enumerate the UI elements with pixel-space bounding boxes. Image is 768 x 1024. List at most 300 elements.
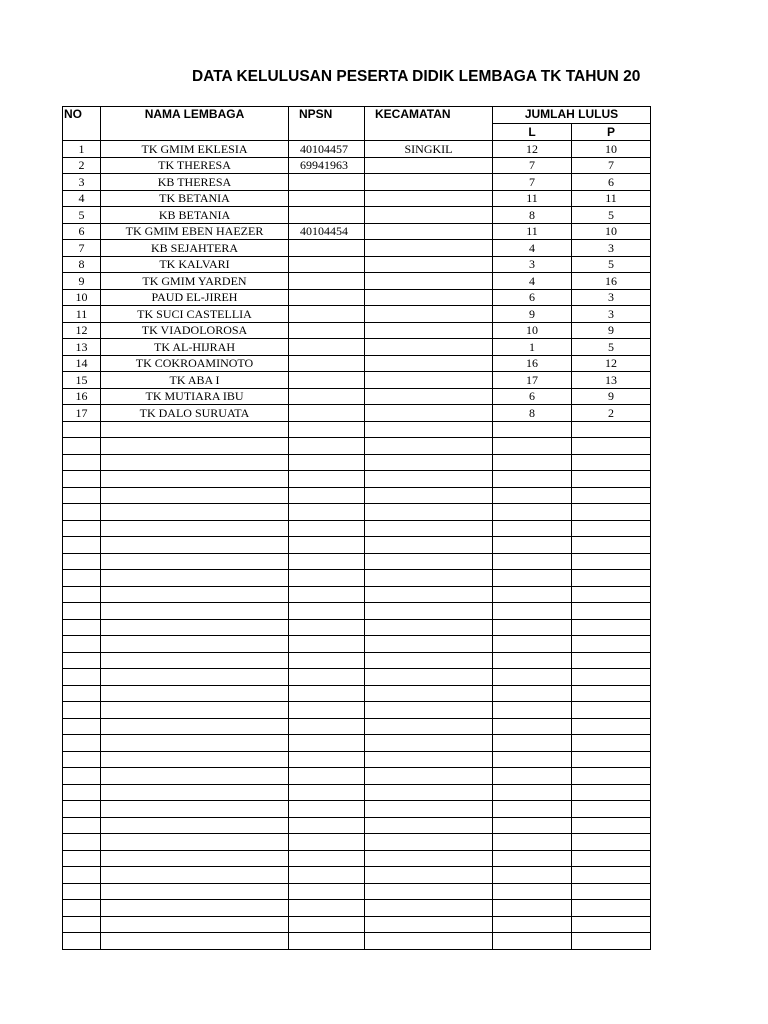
header-kecamatan: KECAMATAN [365, 107, 493, 141]
cell-kecamatan [365, 322, 493, 339]
cell-no [63, 454, 101, 471]
cell-npsn [289, 735, 365, 752]
cell-npsn: 69941963 [289, 157, 365, 174]
cell-no [63, 537, 101, 554]
cell-l [493, 883, 572, 900]
table-row [63, 916, 651, 933]
cell-no [63, 652, 101, 669]
cell-npsn [289, 240, 365, 257]
cell-nama-lembaga [101, 603, 289, 620]
cell-nama-lembaga: TK GMIM EKLESIA [101, 141, 289, 158]
cell-nama-lembaga [101, 487, 289, 504]
cell-kecamatan [365, 372, 493, 389]
cell-kecamatan [365, 355, 493, 372]
cell-npsn [289, 190, 365, 207]
cell-p [572, 454, 651, 471]
table-body [63, 141, 651, 950]
table-row [63, 669, 651, 686]
cell-nama-lembaga [101, 916, 289, 933]
cell-p [572, 735, 651, 752]
cell-p [572, 586, 651, 603]
cell-kecamatan [365, 735, 493, 752]
cell-l [493, 933, 572, 950]
table-row [63, 256, 651, 273]
cell-npsn [289, 520, 365, 537]
cell-p [572, 867, 651, 884]
cell-p: 3 [572, 306, 651, 323]
cell-p: 11 [572, 190, 651, 207]
cell-p: 10 [572, 223, 651, 240]
cell-npsn [289, 702, 365, 719]
cell-p [572, 751, 651, 768]
cell-kecamatan [365, 174, 493, 191]
cell-l [493, 900, 572, 917]
cell-p [572, 487, 651, 504]
cell-npsn [289, 256, 365, 273]
cell-npsn [289, 372, 365, 389]
cell-npsn [289, 867, 365, 884]
cell-nama-lembaga [101, 520, 289, 537]
cell-p: 3 [572, 240, 651, 257]
cell-npsn [289, 900, 365, 917]
cell-nama-lembaga [101, 834, 289, 851]
cell-l [493, 735, 572, 752]
cell-kecamatan [365, 273, 493, 290]
cell-no [63, 520, 101, 537]
table-row [63, 553, 651, 570]
table-row [63, 405, 651, 422]
table-row [63, 223, 651, 240]
cell-kecamatan [365, 751, 493, 768]
cell-npsn [289, 652, 365, 669]
cell-nama-lembaga [101, 718, 289, 735]
cell-npsn [289, 850, 365, 867]
cell-l: 8 [493, 405, 572, 422]
cell-kecamatan [365, 619, 493, 636]
cell-nama-lembaga [101, 454, 289, 471]
cell-nama-lembaga [101, 421, 289, 438]
cell-nama-lembaga: TK ABA I [101, 372, 289, 389]
cell-kecamatan [365, 157, 493, 174]
cell-no: 15 [63, 372, 101, 389]
table-row [63, 174, 651, 191]
table-row [63, 520, 651, 537]
cell-p [572, 801, 651, 818]
cell-nama-lembaga: TK MUTIARA IBU [101, 388, 289, 405]
cell-nama-lembaga [101, 537, 289, 554]
table-row [63, 289, 651, 306]
cell-npsn [289, 669, 365, 686]
cell-p: 13 [572, 372, 651, 389]
cell-p [572, 883, 651, 900]
table-row [63, 537, 651, 554]
cell-npsn: 40104457 [289, 141, 365, 158]
table-row [63, 817, 651, 834]
cell-nama-lembaga [101, 883, 289, 900]
cell-l [493, 570, 572, 587]
cell-kecamatan [365, 636, 493, 653]
cell-p [572, 702, 651, 719]
cell-nama-lembaga [101, 735, 289, 752]
cell-npsn [289, 883, 365, 900]
cell-no [63, 933, 101, 950]
cell-p [572, 603, 651, 620]
cell-npsn [289, 438, 365, 455]
cell-no [63, 900, 101, 917]
table-row [63, 454, 651, 471]
cell-npsn [289, 174, 365, 191]
table-row [63, 570, 651, 587]
cell-npsn [289, 751, 365, 768]
cell-nama-lembaga: TK SUCI CASTELLIA [101, 306, 289, 323]
cell-l [493, 867, 572, 884]
cell-nama-lembaga [101, 586, 289, 603]
cell-l [493, 619, 572, 636]
cell-npsn [289, 339, 365, 356]
cell-nama-lembaga: TK VIADOLOROSA [101, 322, 289, 339]
cell-l: 4 [493, 240, 572, 257]
cell-kecamatan [365, 933, 493, 950]
table-row [63, 487, 651, 504]
cell-no: 5 [63, 207, 101, 224]
cell-npsn [289, 355, 365, 372]
cell-p [572, 520, 651, 537]
cell-l [493, 537, 572, 554]
cell-l: 1 [493, 339, 572, 356]
cell-p: 3 [572, 289, 651, 306]
cell-p [572, 817, 651, 834]
cell-p: 9 [572, 322, 651, 339]
cell-npsn [289, 421, 365, 438]
cell-nama-lembaga: KB SEJAHTERA [101, 240, 289, 257]
cell-nama-lembaga [101, 636, 289, 653]
cell-npsn [289, 405, 365, 422]
cell-l [493, 801, 572, 818]
cell-l [493, 487, 572, 504]
cell-nama-lembaga [101, 850, 289, 867]
cell-nama-lembaga [101, 619, 289, 636]
table-row [63, 702, 651, 719]
cell-l [493, 504, 572, 521]
cell-npsn [289, 537, 365, 554]
cell-kecamatan [365, 669, 493, 686]
cell-kecamatan [365, 520, 493, 537]
cell-nama-lembaga [101, 504, 289, 521]
cell-kecamatan [365, 867, 493, 884]
cell-p [572, 652, 651, 669]
cell-p: 9 [572, 388, 651, 405]
cell-kecamatan [365, 487, 493, 504]
table-row [63, 355, 651, 372]
table-row [63, 388, 651, 405]
cell-nama-lembaga: KB BETANIA [101, 207, 289, 224]
cell-p: 5 [572, 207, 651, 224]
cell-no [63, 669, 101, 686]
cell-l: 8 [493, 207, 572, 224]
cell-npsn [289, 553, 365, 570]
cell-no [63, 553, 101, 570]
cell-kecamatan [365, 916, 493, 933]
cell-no: 2 [63, 157, 101, 174]
cell-p: 5 [572, 339, 651, 356]
cell-nama-lembaga: PAUD EL-JIREH [101, 289, 289, 306]
cell-p [572, 438, 651, 455]
cell-kecamatan [365, 570, 493, 587]
cell-no: 14 [63, 355, 101, 372]
table-row [63, 685, 651, 702]
table-row [63, 900, 651, 917]
cell-nama-lembaga: TK GMIM EBEN HAEZER [101, 223, 289, 240]
cell-no: 17 [63, 405, 101, 422]
cell-p: 10 [572, 141, 651, 158]
cell-nama-lembaga: TK KALVARI [101, 256, 289, 273]
table-row [63, 751, 651, 768]
cell-no [63, 421, 101, 438]
cell-nama-lembaga: KB THERESA [101, 174, 289, 191]
cell-no [63, 883, 101, 900]
cell-nama-lembaga: TK AL-HIJRAH [101, 339, 289, 356]
cell-kecamatan [365, 438, 493, 455]
cell-p: 2 [572, 405, 651, 422]
cell-no: 12 [63, 322, 101, 339]
cell-kecamatan [365, 702, 493, 719]
cell-p [572, 537, 651, 554]
header-no: NO [63, 107, 101, 141]
cell-kecamatan [365, 289, 493, 306]
cell-l [493, 718, 572, 735]
table-row [63, 652, 651, 669]
cell-npsn [289, 570, 365, 587]
cell-p [572, 718, 651, 735]
cell-kecamatan [365, 784, 493, 801]
cell-nama-lembaga [101, 553, 289, 570]
cell-no [63, 718, 101, 735]
cell-l [493, 784, 572, 801]
cell-kecamatan [365, 718, 493, 735]
cell-nama-lembaga [101, 817, 289, 834]
cell-kecamatan [365, 537, 493, 554]
cell-p [572, 553, 651, 570]
cell-npsn [289, 619, 365, 636]
cell-no [63, 784, 101, 801]
cell-nama-lembaga [101, 801, 289, 818]
cell-l: 12 [493, 141, 572, 158]
cell-kecamatan [365, 471, 493, 488]
cell-l [493, 652, 572, 669]
table-row [63, 883, 651, 900]
cell-l: 4 [493, 273, 572, 290]
cell-l [493, 834, 572, 851]
cell-nama-lembaga [101, 652, 289, 669]
cell-l [493, 586, 572, 603]
cell-kecamatan [365, 685, 493, 702]
table-row [63, 933, 651, 950]
cell-npsn [289, 685, 365, 702]
table-row [63, 867, 651, 884]
cell-l [493, 471, 572, 488]
cell-p [572, 916, 651, 933]
cell-l [493, 817, 572, 834]
cell-no [63, 735, 101, 752]
cell-nama-lembaga [101, 570, 289, 587]
cell-npsn [289, 454, 365, 471]
cell-nama-lembaga [101, 751, 289, 768]
cell-npsn [289, 388, 365, 405]
cell-nama-lembaga [101, 900, 289, 917]
cell-l [493, 916, 572, 933]
cell-no [63, 570, 101, 587]
cell-npsn [289, 487, 365, 504]
table-row [63, 834, 651, 851]
table-row [63, 306, 651, 323]
cell-no [63, 438, 101, 455]
cell-p [572, 619, 651, 636]
table-row [63, 438, 651, 455]
cell-npsn [289, 471, 365, 488]
table-row [63, 718, 651, 735]
cell-l [493, 751, 572, 768]
cell-l [493, 454, 572, 471]
cell-nama-lembaga [101, 867, 289, 884]
cell-kecamatan [365, 223, 493, 240]
cell-npsn [289, 289, 365, 306]
cell-no [63, 817, 101, 834]
cell-no: 7 [63, 240, 101, 257]
cell-kecamatan [365, 652, 493, 669]
cell-p [572, 900, 651, 917]
cell-no [63, 619, 101, 636]
cell-kecamatan [365, 240, 493, 257]
cell-kecamatan [365, 421, 493, 438]
cell-nama-lembaga [101, 784, 289, 801]
cell-npsn [289, 504, 365, 521]
cell-l: 9 [493, 306, 572, 323]
graduation-table [62, 106, 651, 950]
cell-npsn [289, 306, 365, 323]
cell-no [63, 471, 101, 488]
cell-no [63, 603, 101, 620]
cell-p: 5 [572, 256, 651, 273]
table-row [63, 768, 651, 785]
cell-no: 9 [63, 273, 101, 290]
cell-l: 6 [493, 289, 572, 306]
cell-p [572, 421, 651, 438]
table-row [63, 141, 651, 158]
cell-p: 7 [572, 157, 651, 174]
cell-l: 11 [493, 223, 572, 240]
cell-p [572, 471, 651, 488]
cell-l: 3 [493, 256, 572, 273]
cell-nama-lembaga [101, 471, 289, 488]
cell-no: 10 [63, 289, 101, 306]
cell-no: 4 [63, 190, 101, 207]
table-row [63, 157, 651, 174]
cell-l [493, 702, 572, 719]
table-row [63, 207, 651, 224]
cell-kecamatan [365, 883, 493, 900]
cell-kecamatan [365, 801, 493, 818]
cell-l [493, 421, 572, 438]
header-nama-lembaga: NAMA LEMBAGA [101, 107, 289, 141]
cell-kecamatan [365, 388, 493, 405]
cell-no: 6 [63, 223, 101, 240]
cell-nama-lembaga [101, 933, 289, 950]
cell-npsn [289, 718, 365, 735]
table-row [63, 273, 651, 290]
table-row [63, 471, 651, 488]
cell-nama-lembaga [101, 438, 289, 455]
cell-l: 6 [493, 388, 572, 405]
cell-no [63, 751, 101, 768]
table-row [63, 372, 651, 389]
cell-npsn: 40104454 [289, 223, 365, 240]
cell-kecamatan [365, 834, 493, 851]
cell-kecamatan [365, 900, 493, 917]
table-row [63, 801, 651, 818]
cell-l: 10 [493, 322, 572, 339]
cell-no: 1 [63, 141, 101, 158]
table-header [63, 107, 651, 141]
cell-nama-lembaga: TK THERESA [101, 157, 289, 174]
cell-p [572, 834, 651, 851]
cell-nama-lembaga: TK GMIM YARDEN [101, 273, 289, 290]
cell-nama-lembaga: TK COKROAMINOTO [101, 355, 289, 372]
cell-npsn [289, 322, 365, 339]
cell-p [572, 504, 651, 521]
cell-l [493, 685, 572, 702]
cell-no [63, 916, 101, 933]
cell-nama-lembaga [101, 768, 289, 785]
table-row [63, 735, 651, 752]
cell-l: 7 [493, 174, 572, 191]
cell-l: 7 [493, 157, 572, 174]
cell-kecamatan [365, 454, 493, 471]
cell-npsn [289, 603, 365, 620]
cell-no [63, 834, 101, 851]
table-row [63, 850, 651, 867]
cell-p [572, 685, 651, 702]
table-row [63, 190, 651, 207]
cell-npsn [289, 636, 365, 653]
cell-nama-lembaga [101, 702, 289, 719]
cell-npsn [289, 586, 365, 603]
cell-nama-lembaga: TK DALO SURUATA [101, 405, 289, 422]
cell-no: 13 [63, 339, 101, 356]
cell-p [572, 768, 651, 785]
cell-p: 12 [572, 355, 651, 372]
cell-no [63, 801, 101, 818]
cell-npsn [289, 273, 365, 290]
cell-kecamatan [365, 768, 493, 785]
cell-p [572, 784, 651, 801]
cell-l [493, 438, 572, 455]
cell-kecamatan: SINGKIL [365, 141, 493, 158]
cell-l: 11 [493, 190, 572, 207]
cell-npsn [289, 933, 365, 950]
cell-p [572, 570, 651, 587]
cell-no: 3 [63, 174, 101, 191]
cell-no [63, 586, 101, 603]
cell-l [493, 850, 572, 867]
cell-no [63, 768, 101, 785]
cell-kecamatan [365, 339, 493, 356]
cell-nama-lembaga: TK BETANIA [101, 190, 289, 207]
header-npsn: NPSN [289, 107, 365, 141]
header-l: L [493, 124, 572, 141]
cell-npsn [289, 801, 365, 818]
cell-p: 16 [572, 273, 651, 290]
cell-kecamatan [365, 306, 493, 323]
